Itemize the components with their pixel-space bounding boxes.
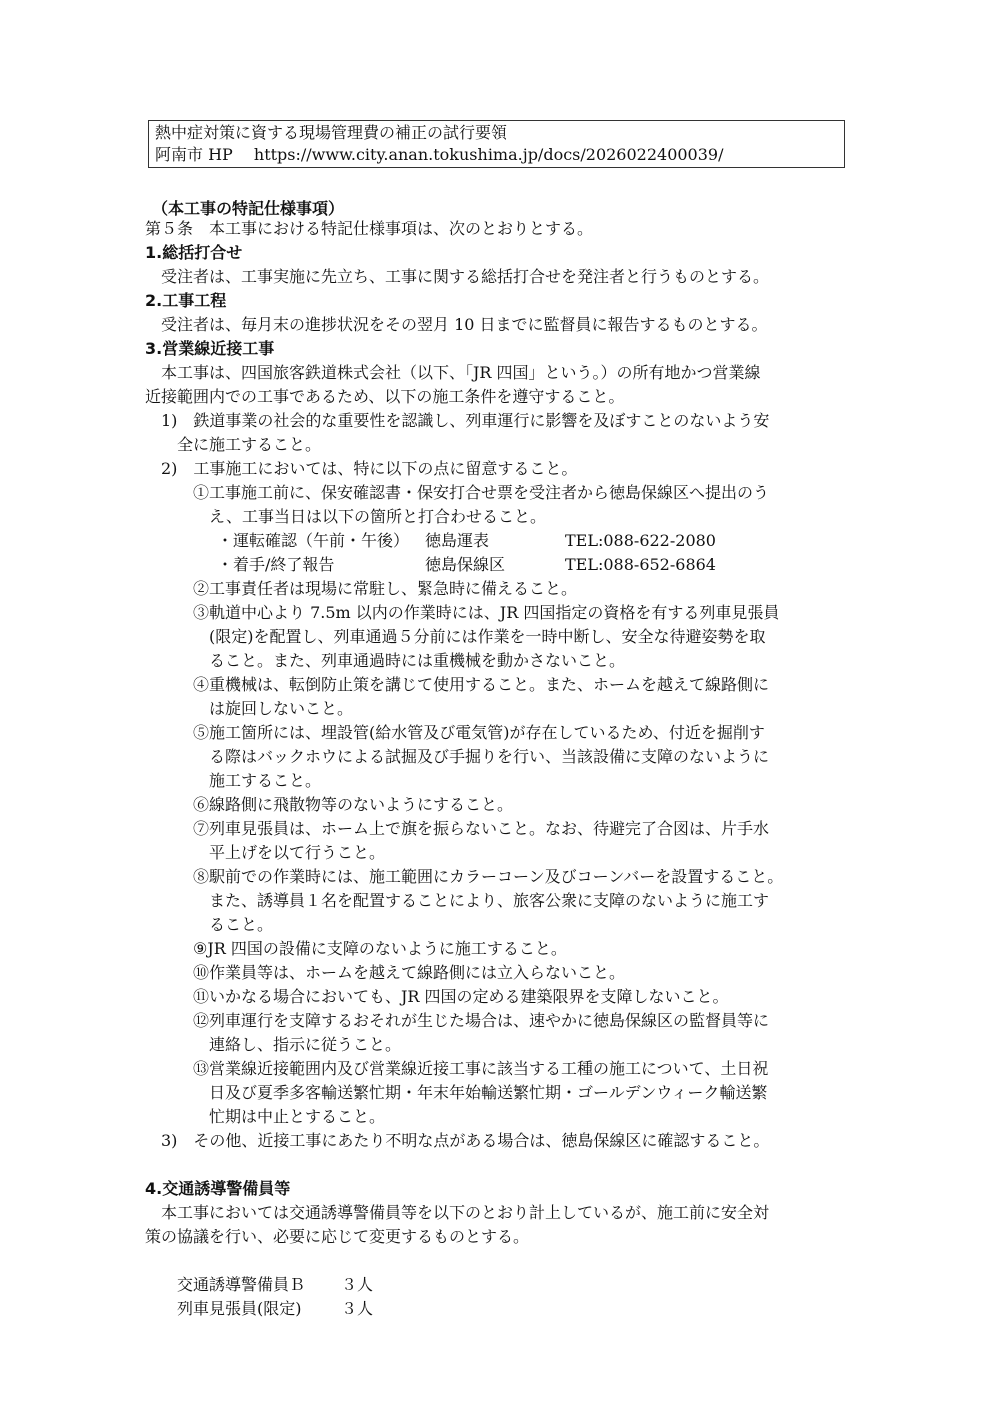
reference-notice-box [148, 120, 845, 168]
contact-office: 徳島保線区 [425, 555, 506, 574]
item-3-body-line: 近接範囲内での工事であるため、以下の施工条件を遵守すること。 [145, 387, 625, 406]
caution-5-line: ⑤施工箇所には、埋設管(給水管及び電気管)が存在しているため、付近を掘削す [193, 723, 765, 742]
caution-4-line: ④重機械は、転倒防止策を講じて使用すること。また、ホームを越えて線路側に [193, 675, 770, 694]
contact-label: ・着手/終了報告 [217, 555, 335, 574]
notice-url: 阿南市 HP https://www.city.anan.tokushima.jp/docs/2026022400039/ [155, 145, 724, 164]
caution-12-line: ⑫列車運行を支障するおそれが生じた場合は、速やかに徳島保線区の監督員等に [193, 1011, 770, 1030]
contact-tel: TEL:088-652-6864 [565, 555, 716, 574]
caution-11: ⑪いかなる場合においても、JR 四国の定める建築限界を支障しないこと。 [193, 987, 729, 1006]
item-2-body: 受注者は、毎月末の進捗状況をその翌月 10 日までに監督員に報告するものとする。 [161, 315, 768, 334]
contact-office: 徳島運表 [425, 531, 490, 550]
sub-item-1-line: 全に施工すること。 [177, 435, 322, 454]
contact-label: ・運転確認（午前・午後） [217, 531, 410, 550]
caution-13-line: 日及び夏季多客輸送繁忙期・年末年始輸送繁忙期・ゴールデンウィーク輸送繁 [209, 1083, 768, 1102]
caution-8-line: ること。 [209, 915, 274, 934]
sub-item-2: 2) 工事施工においては、特に以下の点に留意すること。 [161, 459, 578, 478]
caution-3-line: ること。また、列車通過時には重機械を動かさないこと。 [209, 651, 626, 670]
item-1-body: 受注者は、工事実施に先立ち、工事に関する総括打合せを発注者と行うものとする。 [161, 267, 770, 286]
caution-13-line: 忙期は中止とすること。 [209, 1107, 386, 1126]
caution-7-line: ⑦列車見張員は、ホーム上で旗を振らないこと。なお、待避完了合図は、片手水 [193, 819, 770, 838]
caution-13-line: ⑬営業線近接範囲内及び営業線近接工事に該当する工種の施工について、土日祝 [193, 1059, 769, 1078]
notice-title: 熱中症対策に資する現場管理費の補正の試行要領 [155, 123, 508, 142]
staff-count: ３人 [341, 1299, 374, 1318]
caution-9: ⑨JR 四国の設備に支障のないように施工すること。 [193, 939, 567, 958]
caution-1-line: え、工事当日は以下の箇所と打合わせること。 [209, 507, 546, 526]
caution-2: ②工事責任者は現場に常駐し、緊急時に備えること。 [193, 579, 578, 598]
item-4-body-line: 策の協議を行い、必要に応じて変更するものとする。 [145, 1227, 530, 1246]
caution-3-line: (限定)を配置し、列車通過５分前には作業を一時中断し、安全な待避姿勢を取 [209, 627, 766, 646]
caution-8-line: ⑧駅前での作業時には、施工範囲にカラーコーン及びコーンバーを設置すること。 [193, 867, 784, 886]
caution-10: ⑩作業員等は、ホームを越えて線路側には立入らないこと。 [193, 963, 626, 982]
caution-4-line: は旋回しないこと。 [209, 699, 354, 718]
item-2-title: 2.工事工程 [145, 291, 227, 310]
item-4-title: 4.交通誘導警備員等 [145, 1179, 291, 1198]
caution-3-line: ③軌道中心より 7.5m 以内の作業時には、JR 四国指定の資格を有する列車見張員 [193, 603, 780, 622]
caution-12-line: 連絡し、指示に従うこと。 [209, 1035, 402, 1054]
staff-role: 列車見張員(限定) [177, 1299, 302, 1318]
item-1-title: 1.総括打合せ [145, 243, 243, 262]
staff-role: 交通誘導警備員Ｂ [177, 1275, 306, 1294]
staff-count: ３人 [341, 1275, 374, 1294]
caution-8-line: また、誘導員１名を配置することにより、旅客公衆に支障のないように施工す [209, 891, 770, 910]
item-4-body-line: 本工事においては交通誘導警備員等を以下のとおり計上しているが、施工前に安全対 [161, 1203, 770, 1222]
section-header: （本工事の特記仕様事項） [152, 199, 345, 218]
caution-5-line: る際はバックホウによる試掘及び手掘りを行い、当該設備に支障のないように [209, 747, 770, 766]
item-3-title: 3.営業線近接工事 [145, 339, 275, 358]
item-3-body-line: 本工事は、四国旅客鉄道株式会社（以下、「JR 四国」という。）の所有地かつ営業線 [161, 363, 761, 382]
article-title: 第５条 本工事における特記仕様事項は、次のとおりとする。 [145, 219, 594, 238]
sub-item-1-line: 1) 鉄道事業の社会的な重要性を認識し、列車運行に影響を及ぼすことのないよう安 [161, 411, 770, 430]
caution-1-line: ①工事施工前に、保安確認書・保安打合せ票を受注者から徳島保線区へ提出のう [193, 483, 770, 502]
caution-5-line: 施工すること。 [209, 771, 322, 790]
sub-item-3: 3) その他、近接工事にあたり不明な点がある場合は、徳島保線区に確認すること。 [161, 1131, 770, 1150]
caution-6: ⑥線路側に飛散物等のないようにすること。 [193, 795, 514, 814]
caution-7-line: 平上げを以て行うこと。 [209, 843, 386, 862]
contact-tel: TEL:088-622-2080 [565, 531, 716, 550]
